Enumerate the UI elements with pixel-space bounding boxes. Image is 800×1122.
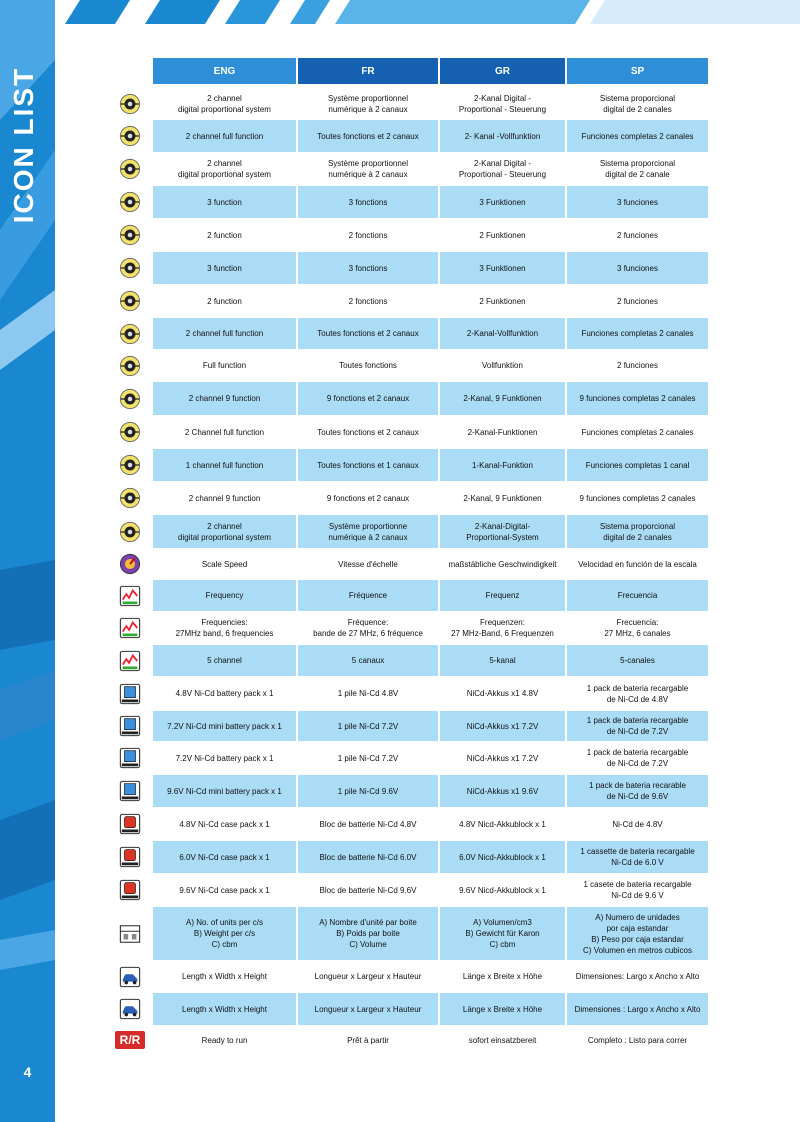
cell-gr: NiCd-Akkus x1 7.2V	[440, 711, 565, 741]
remote-1ch-full-icon-graphic	[119, 454, 141, 476]
table-row	[90, 1026, 710, 1054]
remote-2-function-icon	[114, 285, 146, 317]
case-pack-6.0v-icon-graphic	[119, 846, 141, 868]
cell-sp: Funciones completas 2 canales	[581, 427, 694, 437]
cell-eng: Length x Width x Height	[182, 972, 267, 981]
cell-sp: Velocidad en función de la escala	[578, 559, 697, 569]
cell-sp: 1 pack de bateria recargable de Ni-Cd de 4.8V	[586, 683, 689, 704]
remote-2ch-icon	[114, 515, 146, 548]
cell-sp: Sistema proporcional digital de 2 canales	[567, 515, 708, 548]
cell-eng: 2 Channel full function	[184, 427, 265, 437]
cell-gr: 2-Kanal, 9 Funktionen	[463, 493, 542, 503]
remote-2ch-icon	[114, 88, 146, 120]
cell-eng: 7.2V Ni-Cd battery pack x 1	[175, 753, 274, 763]
table-row	[90, 580, 710, 611]
cell-sp: Dimensiones: Largo x Ancho x Alto	[575, 972, 700, 981]
table-row	[90, 645, 710, 676]
cell-gr: 2 Funktionen	[479, 230, 526, 240]
cell-eng: Frequency	[153, 580, 296, 611]
cell-fr: Système proportionnel numérique à 2 canaux	[327, 159, 409, 179]
cell-gr: NiCd-Akkus x1 9.6V	[440, 775, 565, 807]
remote-3-function-icon-graphic	[119, 257, 141, 279]
cell-gr: Länge x Breite x Höhe	[462, 972, 543, 981]
page-side-title: ICON LIST	[8, 66, 39, 224]
cell-sp: 3 funciones	[567, 252, 708, 284]
5-channel-icon	[114, 645, 146, 676]
cell-gr: A) Volumen/cm3 B) Gewicht für Karon C) cbm	[440, 907, 565, 960]
case-pack-9.6v-icon-graphic	[119, 879, 141, 901]
cell-eng: 2 channel full function	[153, 120, 296, 152]
table-row	[90, 252, 710, 284]
cell-fr: Toutes fonctions	[339, 361, 397, 370]
table-row	[90, 482, 710, 514]
table-row	[90, 874, 710, 906]
battery-7.2v-icon	[114, 742, 146, 774]
case-pack-4.8v-icon-graphic	[119, 813, 141, 835]
remote-2-function-icon	[114, 219, 146, 251]
remote-2ch-full-icon	[114, 318, 146, 349]
column-header-eng: ENG	[153, 58, 296, 84]
cell-gr: 2-Kanal-Vollfunktion	[440, 318, 565, 349]
cell-eng: 4.8V Ni-Cd case pack x 1	[179, 819, 270, 829]
frequency-band-icon-graphic	[119, 617, 141, 639]
cell-gr: 3 Funktionen	[440, 186, 565, 218]
cell-fr: 1 pile Ni-Cd 7.2V	[337, 753, 399, 763]
cell-eng: 2 channel digital proportional system	[178, 94, 271, 114]
cell-eng: 2 channel digital proportional system	[153, 515, 296, 548]
battery-7.2v-mini-icon	[114, 711, 146, 741]
cell-eng: 2 channel digital proportional system	[178, 159, 271, 179]
cell-eng: 2 channel 9 function	[153, 382, 296, 415]
cell-fr: Longueur x Largeur x Hauteur	[314, 972, 422, 981]
remote-2ch-full-icon	[114, 416, 146, 448]
table-row	[90, 515, 710, 548]
remote-9-function-icon-graphic	[119, 388, 141, 410]
battery-4.8v-icon-graphic	[119, 683, 141, 705]
5-channel-icon-graphic	[119, 650, 141, 672]
cell-sp: 1 cassette de bateria recargable Ni-Cd de 6.0 V	[567, 841, 708, 873]
remote-3-function-icon	[114, 252, 146, 284]
car-dimensions-icon	[114, 961, 146, 992]
remote-2ch-full-icon-graphic	[119, 323, 141, 345]
table-header	[90, 58, 710, 84]
cell-fr: 3 fonctions	[298, 252, 438, 284]
cell-gr: Länge x Breite x Höhe	[440, 993, 565, 1025]
remote-9-function-icon	[114, 382, 146, 415]
cell-sp: Funciones completas 2 canales	[567, 120, 708, 152]
cell-eng: Scale Speed	[201, 559, 248, 569]
cell-sp: 2 funciones	[617, 361, 658, 370]
cell-gr: Frequenzen: 27 MHz-Band, 6 Frequenzen	[451, 618, 554, 638]
plane-dimensions-icon	[114, 993, 146, 1025]
cell-eng: 3 function	[153, 186, 296, 218]
remote-2ch-icon-graphic	[119, 158, 141, 180]
frequency-icon-graphic	[119, 585, 141, 607]
cell-sp: 2 funciones	[617, 230, 658, 240]
table-row	[90, 449, 710, 481]
cell-eng: Full function	[202, 361, 247, 370]
carton-icon-graphic	[119, 923, 141, 945]
table-row	[90, 318, 710, 349]
cell-fr: 1 pile Ni-Cd 9.6V	[298, 775, 438, 807]
cell-eng: 9.6V Ni-Cd mini battery pack x 1	[153, 775, 296, 807]
carton-icon	[114, 907, 146, 960]
remote-3-function-icon-graphic	[119, 191, 141, 213]
cell-gr: 2-Kanal, 9 Funktionen	[440, 382, 565, 415]
remote-2ch-full-icon-graphic	[119, 421, 141, 443]
remote-1ch-full-icon	[114, 449, 146, 481]
cell-eng: 2 function	[207, 296, 242, 306]
battery-4.8v-icon	[114, 677, 146, 710]
cell-eng: 1 channel full function	[153, 449, 296, 481]
cell-fr: 1 pile Ni-Cd 4.8V	[337, 689, 399, 698]
cell-sp: Dimensiones : Largo x Ancho x Alto	[567, 993, 708, 1025]
cell-gr: 4.8V Nicd-Akkublock x 1	[459, 819, 546, 829]
frequency-icon	[114, 580, 146, 611]
cell-sp: 1 casete de bateria recargable Ni-Cd de 9.6 V	[583, 880, 692, 900]
cell-fr: Bloc de batterie Ni-Cd 4.8V	[319, 819, 417, 829]
table-row	[90, 285, 710, 317]
cell-fr: 2 fonctions	[348, 296, 388, 306]
cell-gr: 3 Funktionen	[440, 252, 565, 284]
cell-gr: 5-kanal	[440, 645, 565, 676]
cell-fr: Longueur x Largeur x Hauteur	[298, 993, 438, 1025]
cell-fr: Toutes fonctions et 2 canaux	[298, 120, 438, 152]
cell-sp: Funciones completas 1 canal	[567, 449, 708, 481]
cell-sp: 1 pack de bateria recarable de Ni-Cd de 9.6V	[567, 775, 708, 807]
cell-gr: 2-Kanal-Funktionen	[467, 427, 538, 437]
cell-sp: 3 funciones	[567, 186, 708, 218]
table-row	[90, 88, 710, 120]
cell-sp: 9 funciones completas 2 canales	[567, 382, 708, 415]
cell-sp: 9 funciones completas 2 canales	[579, 493, 696, 503]
cell-gr: 1-Kanal-Funktion	[440, 449, 565, 481]
table-row	[90, 382, 710, 415]
cell-eng: Length x Width x Height	[153, 993, 296, 1025]
remote-full-function-icon-graphic	[119, 355, 141, 377]
cell-gr: sofort einsatzbereit	[468, 1035, 537, 1045]
cell-eng: 2 channel 9 function	[188, 493, 261, 503]
cell-eng: 5 channel	[153, 645, 296, 676]
cell-fr: Fréquence	[298, 580, 438, 611]
table-row	[90, 742, 710, 774]
cell-sp: Funciones completas 2 canales	[567, 318, 708, 349]
cell-sp: 5-canales	[567, 645, 708, 676]
table-row	[90, 549, 710, 579]
cell-gr: maßstäbliche Geschwindigkeit	[448, 559, 557, 569]
cell-fr: 5 canaux	[298, 645, 438, 676]
sidebar	[0, 0, 55, 1122]
column-header-fr: FR	[298, 58, 438, 84]
cell-fr: Bloc de batterie Ni-Cd 9.6V	[319, 885, 417, 895]
cell-eng: Ready to run	[201, 1035, 248, 1045]
cell-sp: Frecuencia	[567, 580, 708, 611]
remote-9-function-icon	[114, 482, 146, 514]
cell-gr: 6.0V Nicd-Akkublock x 1	[440, 841, 565, 873]
cell-eng: Frequencies: 27MHz band, 6 frequencies	[175, 618, 274, 638]
cell-eng: 7.2V Ni-Cd mini battery pack x 1	[153, 711, 296, 741]
cell-gr: NiCd-Akkus x1 4.8V	[466, 689, 539, 698]
cell-sp: 1 pack de bateria recargable de Ni-Cd de 7.2V	[567, 711, 708, 741]
car-dimensions-icon-graphic	[119, 966, 141, 988]
cell-sp: Sistema proporcional digital de 2 canale	[599, 159, 676, 179]
table-row	[90, 907, 710, 960]
battery-9.6v-mini-icon-graphic	[119, 780, 141, 802]
cell-fr: Fréquence: bande de 27 MHz, 6 fréquence	[313, 618, 423, 638]
table-row	[90, 841, 710, 873]
table-row	[90, 993, 710, 1025]
ready-to-run-label: R/R	[119, 1033, 141, 1047]
cell-eng: 4.8V Ni-Cd battery pack x 1	[175, 689, 274, 698]
table-row	[90, 677, 710, 710]
remote-3-function-icon	[114, 186, 146, 218]
remote-2ch-full-icon-graphic	[119, 125, 141, 147]
cell-eng: 2 channel full function	[153, 318, 296, 349]
table-row	[90, 186, 710, 218]
cell-fr: 1 pile Ni-Cd 7.2V	[298, 711, 438, 741]
table-row	[90, 153, 710, 185]
remote-2-function-icon-graphic	[119, 224, 141, 246]
cell-fr: Bloc de batterie Ni-Cd 6.0V	[298, 841, 438, 873]
cell-gr: Vollfunktion	[482, 361, 523, 370]
remote-2ch-full-icon	[114, 120, 146, 152]
cell-sp: Sistema proporcional digital de 2 canales	[599, 94, 676, 114]
remote-2ch-icon-graphic	[119, 521, 141, 543]
cell-eng: A) No. of units per c/s B) Weight per c/s C) cbm	[153, 907, 296, 960]
table-row	[90, 120, 710, 152]
plane-dimensions-icon-graphic	[119, 998, 141, 1020]
cell-fr: A) Nombre d'unité par boite B) Poids par boite C) Volume	[298, 907, 438, 960]
ready-to-run-icon	[114, 1026, 146, 1054]
cell-gr: 2- Kanal -Vollfunktion	[440, 120, 565, 152]
cell-sp: Frecuencia: 27 MHz, 6 canales	[604, 618, 671, 638]
battery-7.2v-icon-graphic	[119, 747, 141, 769]
header-stripes	[0, 0, 800, 24]
cell-fr: Toutes fonctions et 1 canaux	[298, 449, 438, 481]
table-row	[90, 808, 710, 840]
cell-gr: Frequenz	[440, 580, 565, 611]
cell-fr: 2 fonctions	[348, 230, 388, 240]
cell-eng: 2 function	[207, 230, 242, 240]
page-number: 4	[23, 1064, 32, 1080]
cell-sp: Completo : Listo para correr	[587, 1035, 688, 1045]
remote-9-function-icon-graphic	[119, 487, 141, 509]
cell-eng: 3 function	[153, 252, 296, 284]
cell-sp: 1 pack de bateria recargable de Ni-Cd de 7.2V	[586, 748, 689, 768]
cell-gr: 9.6V Nicd-Akkublock x 1	[459, 885, 546, 895]
column-header-gr: GR	[440, 58, 565, 84]
table-row	[90, 416, 710, 448]
table-row	[90, 961, 710, 992]
cell-eng: 6.0V Ni-Cd case pack x 1	[153, 841, 296, 873]
battery-7.2v-mini-icon-graphic	[119, 715, 141, 737]
cell-fr: 3 fonctions	[298, 186, 438, 218]
cell-sp: Ni-Cd de 4.8V	[612, 819, 663, 829]
table-row	[90, 219, 710, 251]
cell-gr: NiCd-Akkus x1 7.2V	[466, 753, 539, 763]
cell-fr: Toutes fonctions et 2 canaux	[298, 318, 438, 349]
case-pack-6.0v-icon	[114, 841, 146, 873]
cell-eng: 9.6V Ni-Cd case pack x 1	[179, 885, 270, 895]
scale-speed-icon	[114, 549, 146, 579]
remote-2ch-icon	[114, 153, 146, 185]
cell-gr: 2 Funktionen	[479, 296, 526, 306]
case-pack-9.6v-icon	[114, 874, 146, 906]
scale-speed-icon-graphic	[119, 553, 141, 575]
column-header-sp: SP	[567, 58, 708, 84]
frequency-band-icon	[114, 612, 146, 644]
cell-fr: Prêt à partir	[347, 1035, 389, 1045]
cell-gr: 2-Kanal Digital - Proportional - Steuerung	[458, 94, 547, 114]
battery-9.6v-mini-icon	[114, 775, 146, 807]
cell-fr: Système proportionne numérique à 2 canaux	[298, 515, 438, 548]
case-pack-4.8v-icon	[114, 808, 146, 840]
table-row	[90, 775, 710, 807]
table-row	[90, 711, 710, 741]
table-row	[90, 350, 710, 381]
cell-fr: Toutes fonctions et 2 canaux	[317, 427, 419, 437]
remote-2-function-icon-graphic	[119, 290, 141, 312]
cell-fr: Vitesse d'échelle	[338, 559, 398, 569]
cell-fr: Système proportionnel numérique à 2 canaux	[327, 94, 409, 114]
cell-sp: A) Numero de unidades por caja estandar B) Peso por caja estandar C) Volumen en metros cubicos	[567, 907, 708, 960]
table-row	[90, 612, 710, 644]
cell-sp: 2 funciones	[617, 296, 658, 306]
cell-fr: 9 fonctions et 2 canaux	[298, 382, 438, 415]
remote-full-function-icon	[114, 350, 146, 381]
cell-gr: 2-Kanal-Digital- Proportional-System	[440, 515, 565, 548]
cell-gr: 2-Kanal Digital - Proportional - Steuerung	[458, 159, 547, 179]
remote-2ch-icon-graphic	[119, 93, 141, 115]
cell-fr: 9 fonctions et 2 canaux	[326, 493, 410, 503]
